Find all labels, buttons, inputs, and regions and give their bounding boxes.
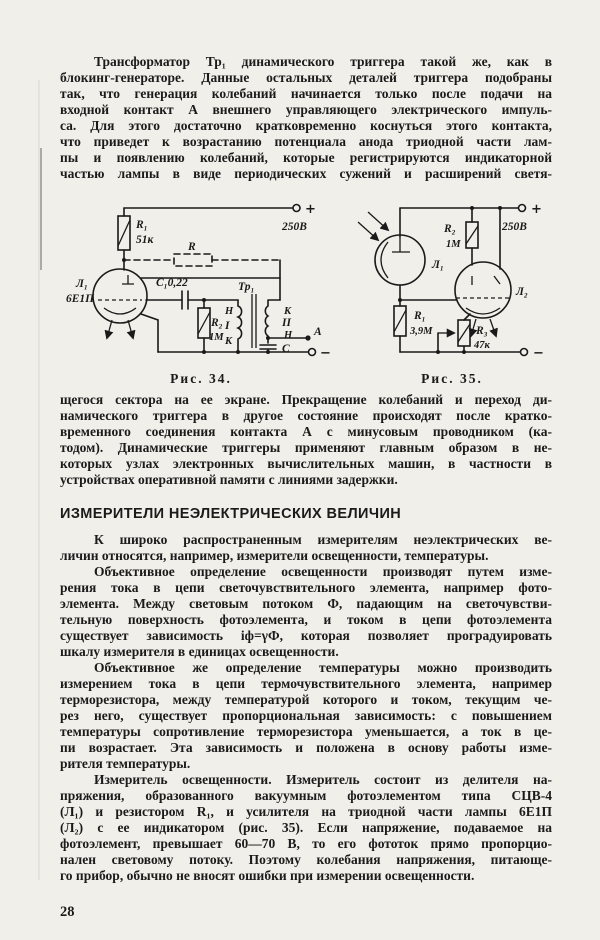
tube-label: Л₂ xyxy=(516,286,528,298)
winding2-end-label: Н xyxy=(284,330,293,341)
text-line: щегося сектора на ее экране. Прекращение колебаний и переход ди- xyxy=(60,392,552,407)
tube-anode xyxy=(472,276,500,285)
minus-sign: − xyxy=(320,346,331,361)
r1-label: R₁ xyxy=(136,219,148,231)
circuit-diagram-fig34 xyxy=(62,188,340,364)
minus-terminal xyxy=(521,349,528,356)
text-line: рения тока в цепи светочувствительного элемента, например фото- xyxy=(60,580,552,595)
figure-34-caption: Рис. 34. xyxy=(170,371,232,386)
transformer-label: Тр₁ xyxy=(238,281,255,293)
junction-dot xyxy=(462,350,466,354)
text-line: Трансформатор Тр₁ динамического триггера такой же, как в xyxy=(94,54,552,69)
junction-dot xyxy=(236,350,240,354)
r2-value: 1М xyxy=(209,332,224,343)
text-line: Объективное определение освещенности производят путем изме- xyxy=(94,564,552,579)
text-line: элемента. Между световым потоком Ф, падающим на светочувстви- xyxy=(60,596,552,611)
light-arrow xyxy=(368,212,388,230)
paragraph-lead: Измеритель освещенности. xyxy=(94,772,272,787)
tube-envelope xyxy=(93,269,147,323)
winding1-end-label: К xyxy=(225,336,233,347)
text-line: частью лампы в виде периодических сужений и расширений светя- xyxy=(60,166,552,181)
heater-arrow xyxy=(128,320,133,338)
plus-sign: + xyxy=(531,202,542,217)
photocell-anode xyxy=(392,237,410,252)
minus-sign: − xyxy=(533,346,544,361)
text-line: рителя температуры. xyxy=(60,756,191,771)
figure-35 xyxy=(352,188,552,384)
r1-value: 3,9М xyxy=(410,326,433,337)
paragraph-meters-intro xyxy=(60,532,552,564)
r3-value: 47к xyxy=(474,340,490,351)
text-line: которых узлах электронных вычислительных машин, в частности в xyxy=(60,456,552,471)
cap-c-label: С xyxy=(282,343,290,355)
r2-label: R₂ xyxy=(444,223,456,235)
c1-label: С₁0,22 xyxy=(156,277,188,289)
heater-arrow xyxy=(490,319,496,336)
supply-voltage-label: 250В xyxy=(502,221,527,233)
paragraph-temperature xyxy=(60,660,552,772)
text-line: са. Для этого достаточно кратковременно коснуться этого контакта, xyxy=(60,118,552,133)
tube-label: Л₁ xyxy=(76,278,88,290)
primary-winding xyxy=(238,300,242,352)
resistor-slash xyxy=(394,310,406,332)
plus-terminal xyxy=(293,205,300,212)
capacitor-c1 xyxy=(182,291,188,309)
text-line: намического триггера в другое состояние происходят после кратко- xyxy=(60,408,552,423)
text-line: терморезистора, между температурой которого и током, текущим че- xyxy=(60,692,552,707)
heater-arrow xyxy=(107,320,112,338)
tube-type-label: 6Е1П xyxy=(66,293,95,305)
plus-sign: + xyxy=(305,202,316,217)
text-line: блокинг-генераторе. Данные остальных деталей триггера подобраны xyxy=(60,70,552,85)
junction-dot xyxy=(266,350,270,354)
resistor-slash xyxy=(198,312,210,334)
text-line: временного соединения контакта А с минусовым проводником (ка- xyxy=(60,424,552,439)
text-line: пы и появлению колебаний, которые регистрируются индикаторной xyxy=(60,150,552,165)
wire xyxy=(400,285,457,300)
text-line: (Л₁) и резистором R₁, и усилителя на триодной части лампы 6Е1П xyxy=(60,804,552,819)
text-line xyxy=(60,772,552,788)
junction-dot xyxy=(436,350,440,354)
text-line: входной контакт А внешнего управляющего электрического импуль- xyxy=(60,102,552,117)
transformer-core xyxy=(252,294,256,348)
text-line: пи возрастает. Эта зависимость и положена в основу работы изме- xyxy=(60,740,552,755)
feedback-r-label: R xyxy=(188,241,196,253)
text-line: температуры сопротивление терморезистора уменьшается, а ток в це- xyxy=(60,724,552,739)
tube-anode xyxy=(122,275,134,284)
feedback-resistor-box xyxy=(174,254,212,266)
text-line: (Л₂) с ее индикатором (рис. 35). Если напряжение, подаваемое на xyxy=(60,820,552,835)
text-line: измерением тока в цепи термочувствительного элемента, например xyxy=(60,676,552,691)
tube-cathode xyxy=(104,308,136,314)
r2-label: R₂ xyxy=(211,317,223,329)
light-arrow xyxy=(358,222,378,240)
minus-terminal xyxy=(309,349,316,356)
paragraph-illuminance xyxy=(60,564,552,660)
text-line: существует зависимость iф=γФ, которая позволяет проградуировать xyxy=(60,628,552,643)
r3-label: R₃ xyxy=(476,325,488,337)
paragraph-trigger-end xyxy=(60,392,552,488)
tube-envelope xyxy=(455,262,511,318)
winding1-name-label: I xyxy=(225,320,230,332)
text-line: фотоэлемент, превышает 60—70 В, то его фототок прямо пропорцио- xyxy=(60,836,552,851)
resistor-slash xyxy=(118,220,130,246)
text-line: рез него, существует пропорциональная зависимость: с повышением xyxy=(60,708,552,723)
r1-label: R₁ xyxy=(414,310,426,322)
r1-value: 51к xyxy=(136,234,154,246)
figure-35-caption: Рис. 35. xyxy=(421,371,483,386)
tube-cathode xyxy=(466,308,500,314)
page-number: 28 xyxy=(60,904,75,920)
scan-artifact xyxy=(40,148,42,270)
capacitor-c xyxy=(260,338,276,352)
text-line: К широко распространенным измерителям неэлектрических ве- xyxy=(94,532,552,547)
wire xyxy=(141,314,158,352)
text-line: личин относятся, например, измерители освещенности, температуры. xyxy=(60,548,489,563)
circuit-diagram-fig35 xyxy=(352,188,552,364)
section-heading: ИЗМЕРИТЕЛИ НЕЭЛЕКТРИЧЕСКИХ ВЕЛИЧИН xyxy=(60,506,402,522)
contact-a-label: А xyxy=(314,326,322,338)
text-line: нален световому потоку. Поэтому колебания напряжения, питающе- xyxy=(60,852,552,867)
text-line: так, что генерация колебаний начинается только после подачи на xyxy=(60,86,552,101)
junction-dot xyxy=(202,350,206,354)
secondary-winding xyxy=(265,300,280,336)
text-line: пряжения, образованного вакуумным фотоэлементом типа СЦВ-4 xyxy=(60,788,552,803)
text-line-rest: Измеритель состоит из делителя на- xyxy=(271,772,552,787)
winding1-start-label: Н xyxy=(225,306,234,317)
supply-voltage-label: 250В xyxy=(282,221,307,233)
text-line: Объективное же определение температуры можно производить xyxy=(94,660,552,675)
paragraph-intro xyxy=(60,54,552,182)
resistor-slash xyxy=(466,226,478,244)
photocell-cathode xyxy=(381,242,388,278)
r2-value: 1М xyxy=(446,239,461,250)
plus-terminal xyxy=(519,205,526,212)
text-line: что приведет к возрастанию потенциала анода триодной части лам- xyxy=(60,134,552,149)
contact-a-dot xyxy=(305,335,310,340)
winding2-name-label: II xyxy=(282,317,291,329)
text-line: шкалу измерителя в единицах освещенности. xyxy=(60,644,339,659)
paragraph-illuminance-meter xyxy=(60,772,552,884)
resistor-slash xyxy=(458,324,470,342)
text-line: тодом). Динамические триггеры применяют главным образом в не- xyxy=(60,440,552,455)
text-line: го прибор, обычно не вносят ошибки при измерении освещенности. xyxy=(60,868,475,883)
figures-row xyxy=(60,188,552,384)
page-content xyxy=(60,54,552,921)
photocell-label: Л₁ xyxy=(432,259,444,271)
figure-34 xyxy=(60,188,342,384)
winding2-start-label: К xyxy=(284,306,292,317)
text-line: устройствах оперативной памяти с линиями задержки. xyxy=(60,472,398,487)
text-line: тельную поверхность фотоэлемента, и током в цепи фотоэлемента xyxy=(60,612,552,627)
